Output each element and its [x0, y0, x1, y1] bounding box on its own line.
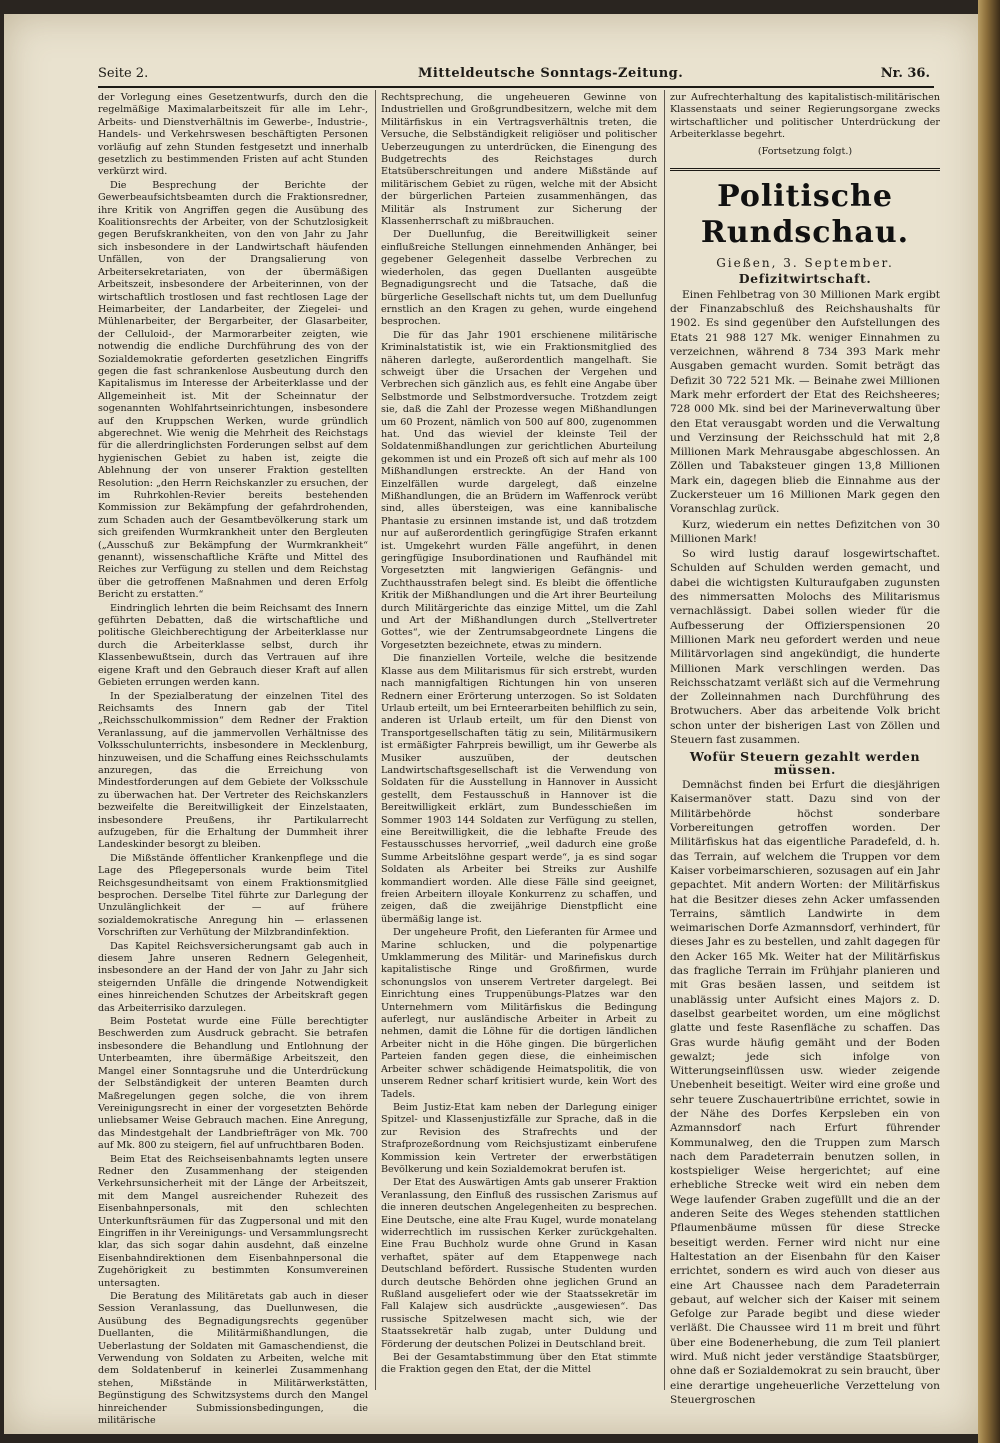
article-body — [670, 288, 940, 748]
paragraph: Die Mißstände öffentlicher Krankenpflege und die Lage des Pflegepersonals wurde beim Titel Reichsgesundheitsamt von einem Fraktionsmitglied besprochen. Derselbe Titel führte zur Darlegung der Unzulänglichkeit der — auf frühere sozialdemokratische Anregung hin — erlassenen Vorschriften zur Verhütung der Milzbrandinfektion. — [98, 852, 368, 939]
column-3 — [670, 92, 940, 1406]
paragraph: Die finanziellen Vorteile, welche die besitzende Klasse aus dem Militarismus für sich erstrebt, wurden nach mannigfaltigen Richtungen hin von unseren Rednern einer Erörterung unterzogen. So ist Soldaten Urlaub erteilt, um bei Ernteerarbeiten behilflich zu sein, anderen ist Urlaub erteilt, um für den Dienst von Transportgesellschaften tätig zu sein, Militärmusikern ist ermäßigter Fahrpreis bewilligt, um ihr Gewerbe als Musiker auszuüben, der deutschen Landwirtschaftsgesellschaft ist die Verwendung von Soldaten für die Ausstellung in Hannover in Aussicht gestellt, dem Festausschuß in Hannover ist die Bereitwilligkeit erklärt, zum Bundesschießen im Sommer 1903 144 Soldaten zur Verfügung zu stellen, eine Bereitwilligkeit, die die lebhafte Freude des Festausschusses hervorrief, „weil dadurch eine große Summe Arbeitslöhne gespart werde“, ja es sind sogar Soldaten als Arbeiter bei Streiks zur Aushilfe kommandiert worden. Alle diese Fälle sind geeignet, freien Arbeitern illoyale Konkurrenz zu schaffen, und zeigen, daß die zweijährige Dienstpflicht eine übermäßig lange ist. — [381, 653, 657, 925]
dateline: Gießen, 3. September. — [716, 256, 894, 271]
paragraph: Rechtsprechung, die ungeheueren Gewinne von Industriellen und Großgrundbesitzern, welche mit dem Militärfiskus in ein Vertragsverhältnis treten, die Versuche, die Selbständigkeit religiöser und politischer Ueberzeugungen zu unterdrücken, die Einengung des Budgetrechts des Reichstages durch Etatsüberschreitungen und andere Mißstände auf militärischem Gebiet zu rügen, welche mit der Absicht der bürgerlichen Parteien zusammenhängen, das Militär als Instrument zur Sicherung der Klassenherrschaft zu mißbrauchen. — [381, 92, 657, 228]
paragraph: Kurz, wiederum ein nettes Defizitchen von 30 Millionen Mark! — [670, 518, 940, 545]
column-2 — [381, 92, 657, 1392]
paragraph: Bei der Gesamtabstimmung über den Etat stimmte die Fraktion gegen den Etat, der die Mittel — [381, 1352, 657, 1376]
paragraph: Der ungeheure Profit, den Lieferanten für Armee und Marine schlucken, und die polypenartige Umklammerung des Militär- und Marinefiskus durch kapitalistische Ringe und Großfirmen, wurde schonungslos von unserem Vertreter dargelegt. Bei Einrichtung eines Truppenübungs-Platzes war den Unternehmern vom Militärfiskus die Bedingung auferlegt, nur ausländische Arbeiter in Arbeit zu nehmen, damit die Löhne für die dortigen ländlichen Arbeiter nicht in die Höhe gingen. Die bürgerlichen Parteien fanden gegen diese, die einheimischen Arbeiter schwer schädigende Heimatspolitik, die von unserem Redner scharf kritisiert wurde, kein Wort des Tadels. — [381, 927, 657, 1100]
paragraph: Eindringlich lehrten die beim Reichsamt des Innern geführten Debatten, daß die wirtschaftliche und politische Gleichberechtigung der Arbeiterklasse nur durch die Arbeiterklasse selbst, durch ihr Klassenbewußtsein, durch das Vertrauen auf ihre eigene Kraft und den Gebrauch dieser Kraft auf allen Gebieten errungen werden kann. — [98, 602, 368, 689]
paragraph: In der Spezialberatung der einzelnen Titel des Reichsamts des Innern gab der Titel „Reichsschulkommission“ dem Redner der Fraktion Veranlassung, auf die jammervollen Verhältnisse des Volksschulunterrichts, insbesondere in Mecklenburg, hinzuweisen, und die Schaffung eines Reichsschulamts anzuregen, das die Erreichung von Mindestforderungen auf dem Gebiete der Volksschule zu überwachen hat. Der Vertreter des Reichskanzlers bezweifelte die Bereitwilligkeit der Einzelstaaten, insbesondere Preußens, ihr Partikularrecht aufzugeben, für die Erhaltung der Dummheit ihrer Landeskinder besorgt zu bleiben. — [98, 690, 368, 851]
section-title: Politische Rundschau. — [700, 179, 910, 251]
newspaper-title: Mitteldeutsche Sonntags-Zeitung. — [418, 66, 684, 81]
paragraph: Die für das Jahr 1901 erschienene militärische Kriminalstatistik ist, wie ein Fraktionsmitglied des näheren darlegte, außerordentlich mangelhaft. Sie schweigt über die Ursachen der Vergehen und Verbrechen sich gänzlich aus, es fehlt eine Angabe über Selbstmorde und Selbstmordversuche. Trotzdem zeigt sie, daß die Zahl der Prozesse wegen Mißhandlungen um 60 Prozent, nämlich von 500 auf 800, zugenommen hat. Und das wieviel der kleinste Teil der Soldatenmißhandlungen zur gerichtlichen Aburteilung gekommen ist und ein Prozeß oft sich auf mehr als 100 Mißhandlungen erstreckte. An der Hand von Einzelfällen wurde dargelegt, daß einzelne Mißhandlungen, die an Brüdern im Waffenrock verübt sind, alles übersteigen, was eine kannibalische Phantasie zu ersinnen imstande ist, und daß trotzdem nur auf außerordentlich geringfügige Strafen erkannt ist. Umgekehrt wurden Fälle angeführt, in denen geringfügige Insubordinationen und Raufhändel mit Vorgesetzten mit langwierigen Gefängnis- und Zuchthausstrafen belegt sind. Es bleibt die öffentliche Kritik der Mißhandlungen und die Art ihrer Beurteilung durch Militärgerichte das einzige Mittel, um die Zahl und Art der Mißhandlungen durch „Stellvertreter Gottes“, wie der Zentrumsabgeordnete Lingens die Vorgesetzten bezeichnete, etwas zu mindern. — [381, 329, 657, 651]
article-body — [670, 778, 940, 1407]
paragraph: Demnächst finden bei Erfurt die diesjährigen Kaisermanöver statt. Dazu sind von der Militärbehörde höchst sonderbare Vorbereitungen getroffen worden. Der Militärfiskus hat das eigentliche Paradefeld, d. h. das Terrain, auf welchem die Truppen vor dem Kaiser vorbeimarschieren, sozusagen auf ein Jahr gepachtet. Mit andern Worten: der Militärfiskus hat die Besitzer dieses zehn Acker umfassenden Terrains, sämtlich Landwirte in dem weimarischen Dorfe Azmannsdorf, verhindert, für dieses Jahr es zu bestellen, und zahlt dagegen für den Acker 165 Mk. Weiter hat der Militärfiskus das fragliche Terrain im Frühjahr planieren und mit Gras besäen lassen, und seitdem ist unablässig unter Aufsicht eines Majors z. D. daselbst gearbeitet worden, um eine möglichst glatte und feste Rasenfläche zu schaffen. Das Gras wurde häufig gemäht und der Boden gewalzt; jede sich infolge von Witterungseinflüssen usw. wieder zeigende Unebenheit beseitigt. Weiter wird eine große und sehr teuere Zuschauertribüne errichtet, sowie in der Nähe des Dorfes Kerpsleben ein von Azmannsdorf nach Erfurt führender Kommunalweg, den die Truppen zum Marsch nach dem Paradeterrain benutzen sollen, in kostspieliger Weise hergerichtet; auf eine erhebliche Strecke weit wird ein neben dem Wege laufender Graben zugefüllt und die an der anderen Seite des Weges stehenden stattlichen Pflaumenbäume müssen für diese Strecke beseitigt werden. Ferner wird nicht nur eine Haltestation an der Eisenbahn für den Kaiser errichtet, sondern es wird auch von dieser aus eine Art Chaussee nach dem Paradeterrain gebaut, auf welcher sich der Kaiser mit seinem Gefolge zur Parade begibt und diese wieder verläßt. Die Chaussee wird 11 m breit und führt über eine Bodenerhebung, die zum Teil planiert wird. Muß nicht jeder verständige Staatsbürger, ohne daß er Sozialdemokrat zu sein braucht, über eine derartige ungeheuerliche Verzettelung von Steuergroschen — [670, 779, 940, 1406]
paragraph: Beim Justiz-Etat kam neben der Darlegung einiger Spitzel- und Klassenjustizfälle zur Sprache, daß in die zur Revision des Strafrechts und der Strafprozeßordnung vom Reichsjustizamt einberufene Kommission kein Vertreter der erwerbstätigen Bevölkerung und kein Sozialdemokrat berufen ist. — [381, 1101, 657, 1175]
paragraph: Beim Postetat wurde eine Fülle berechtigter Beschwerden zum Ausdruck gebracht. Sie betrafen insbesondere die Behandlung und Entlohnung der Unterbeamten, ihre übermäßige Arbeitszeit, den Mangel einer Sonntagsruhe und die Unterdrückung der Selbständigkeit der unteren Beamten durch Maßregelungen gegen solche, die von ihrem Vereinigungsrecht in einer der vorgesetzten Behörde unliebsamer Weise Gebrauch machen. Eine Anregung, das Mindestgehalt der Landbriefträger von Mk. 700 auf Mk. 800 zu steigern, fiel auf unfruchtbaren Boden. — [98, 1016, 368, 1152]
paragraph: Die Beratung des Militäretats gab auch in dieser Session Veranlassung, das Duellunwesen, die Ausübung des Begnadigungsrechts gegenüber Duellanten, die Militärmißhandlungen, die Ueberlastung der Soldaten mit Gamaschendienst, die Verwendung von Soldaten zu Arbeiten, welche mit dem Soldatenberuf in keinerlei Zusammenhang stehen, Mißstände in Militärwerkstätten, Begünstigung des Schwitzsystems durch den Mangel hinreichender Submissionsbedingungen, die militärische — [98, 1291, 368, 1427]
page-number: Seite 2. — [98, 66, 149, 81]
section-rule — [670, 168, 940, 171]
paragraph: Die Besprechung der Berichte der Gewerbeaufsichtsbeamten durch die Fraktionsredner, ihre Kritik von Angriffen gegen die Ausübung des Koalitionsrechts der Arbeiter, von der Schutzlosigkeit gegen Berufskrankheiten, von den von Jahr zu Jahr sich insbesondere in der Landwirtschaft häufenden Unfällen, von der Drangsalierung von Arbeitersekretariaten, von der übermäßigen Arbeitszeit, insbesondere der Arbeiterinnen, von der wirtschaftlich trostlosen und fast rechtlosen Lage der Heimarbeiter, der Landarbeiter, der Ziegelei- und Mühlenarbeiter, der Bergarbeiter, der Glasarbeiter, der Celluloid-, der Marmorarbeiter zeigten, wie notwendig die endliche Durchführung des von der Sozialdemokratie geforderten gesetzlichen Eingriffs gegen die fast schrankenlose Ausbeutung durch den Kapitalismus im Interesse der Arbeiterklasse und der Allgemeinheit ist. Mit der Scheinnatur der sogenannten Wohlfahrtseinrichtungen, insbesondere auf den Kruppschen Werken, wurde gründlich abgerechnet. Wie wenig die Mehrheit des Reichstags für die allerdringlichsten Forderungen selbst auf dem hygienischen Gebiet zu haben ist, zeigte die Ablehnung der von unserer Fraktion gestellten Resolution: „den Herrn Reichskanzler zu ersuchen, der im Ruhrkohlen-Revier bereits bestehenden Kommission zur Bekämpfung der gefahrdrohenden, zum Schaden auch der Gesamtbevölkerung stark um sich greifenden Wurmkrankheit unter den Bergleuten („Ausschuß zur Bekämpfung der Wurmkrankheit“ genannt), wissenschaftliche Kräfte und Mittel des Reiches zur Verfügung zu stellen und dem Reichstag über die getroffenen Maßnahmen und deren Erfolg Bericht zu erstatten.“ — [98, 179, 368, 601]
column-divider — [664, 90, 665, 1390]
article-title: Defizitwirtschaft. — [738, 271, 872, 287]
book-binding — [978, 0, 1000, 1443]
continuation-note: (Fortsetzung folgt.) — [757, 145, 853, 157]
paragraph: Der Etat des Auswärtigen Amts gab unserer Fraktion Veranlassung, den Einfluß des russischen Zarismus auf die inneren deutschen Angelegenheiten zu besprechen. Eine Deutsche, eine alte Frau Kugel, wurde monatelang widerrechtlich im russischen Kerker zurückgehalten. Eine Frau Buchholz wurde ohne Grund in Kasan verhaftet, später auf dem Etappenwege nach Deutschland befördert. Russische Studenten wurden durch deutsche Behörden ohne jeglichen Grund an Rußland ausgeliefert oder wie der Staatssekretär im Fall Kalajew sich ausdrückte „ausgewiesen“. Das russische Spitzelwesen macht sich, wie der Staatssekretär halb zugab, unter Duldung und Förderung der deutschen Polizei in Deutschland breit. — [381, 1177, 657, 1350]
page-header — [98, 64, 934, 88]
paragraph: Das Kapitel Reichsversicherungsamt gab auch in diesem Jahre unseren Rednern Gelegenheit, insbesondere an der Hand der von Jahr zu Jahr sich steigernden Unfälle die dringende Notwendigkeit eines hinreichenden Schutzes der Arbeitskraft gegen das Arbeiterrisiko darzulegen. — [98, 940, 368, 1014]
paragraph: zur Aufrechterhaltung des kapitalistisch-militärischen Klassenstaats und seiner Regierungsorgane zwecks wirtschaftlicher und politischer Unterdrückung der Arbeiterklasse begehrt. — [670, 92, 940, 141]
article-title: Wofür Steuern gezahlt werden müssen. — [689, 749, 921, 777]
issue-number: Nr. 36. — [880, 66, 930, 81]
column-divider — [375, 90, 376, 1390]
column-1 — [98, 92, 368, 1427]
paragraph: Beim Etat des Reichseisenbahnamts legten unsere Redner den Zusammenhang der steigenden Verkehrsunsicherheit mit der Länge der Arbeitszeit, mit dem Mangel ausreichender Ruhezeit des Eisenbahnpersonals, mit den schlechten Unterkunftsräumen für das Zugpersonal und mit den Eingriffen in ihr Vereinigungs- und Versammlungsrecht klar, das sich sogar dahin ausdehnt, daß einzelne Eisenbahndirektionen dem Eisenbahnpersonal die Zugehörigkeit zu bestimmten Konsumvereinen untersagten. — [98, 1153, 368, 1289]
paragraph: Der Duellunfug, die Bereitwilligkeit seiner einflußreiche Stellungen einnehmenden Anhänger, bei gegebener Gelegenheit dasselbe Verbrechen zu wiederholen, das gegen Duellanten ausgeübte Begnadigungsrecht und die Tatsache, daß die bürgerliche Gesellschaft nichts tut, um dem Duellunfug ernstlich an den Kragen zu gehen, wurde eingehend besprochen. — [381, 229, 657, 328]
paragraph: Einen Fehlbetrag von 30 Millionen Mark ergibt der Finanzabschluß des Reichshaushalts für 1902. Es sind gegenüber den Aufstellungen des Etats 21 988 127 Mk. weniger Einnahmen zu verzeichnen, während 8 734 393 Mark mehr Ausgaben gemacht wurden. Somit beträgt das Defizit 30 722 521 Mk. — Beinahe zwei Millionen Mark mehr erfordert der Etat des Reichsheeres; 728 000 Mk. sind bei der Marineverwaltung über den Etat verausgabt worden und die Verwaltung und Verzinsung der Reichsschuld hat mit 2,8 Millionen Mark Mehrausgabe abgeschlossen. An Zöllen und Tabaksteuer gingen 13,8 Millionen Mark ein, dagegen blieb die Einnahme aus der Zuckersteuer um 16 Millionen Mark gegen den Voranschlag zurück. — [670, 288, 940, 516]
paragraph: der Vorlegung eines Gesetzentwurfs, durch den die regelmäßige Maximalarbeitszeit für alle im Lehr-, Arbeits- und Dienstverhältnis im Gewerbe-, Industrie-, Handels- und Verkehrswesen beschäftigten Personen vorläufig auf zehn Stunden festgesetzt und innerhalb gesetzlich zu bestimmenden Fristen auf acht Stunden verkürzt wird. — [98, 92, 368, 178]
paragraph: So wird lustig darauf losgewirtschaftet. Schulden auf Schulden werden gemacht, und dabei die wichtigsten Kulturaufgaben zugunsten des nimmersatten Molochs des Militarismus vernachlässigt. Dabei sollen wieder für die Aufbesserung der Offizierspensionen 20 Millionen Mark neu gefordert werden und neue Militärvorlagen sind angekündigt, die hunderte Millionen Mark verschlingen werden. Das Reichsschatzamt verläßt sich auf die Vermehrung der Zolleinnahmen nach Durchführung des Brotwuchers. Aber das arbeitende Volk bricht schon unter der bisherigen Last von Zöllen und Steuern fast zusammen. — [670, 548, 940, 747]
